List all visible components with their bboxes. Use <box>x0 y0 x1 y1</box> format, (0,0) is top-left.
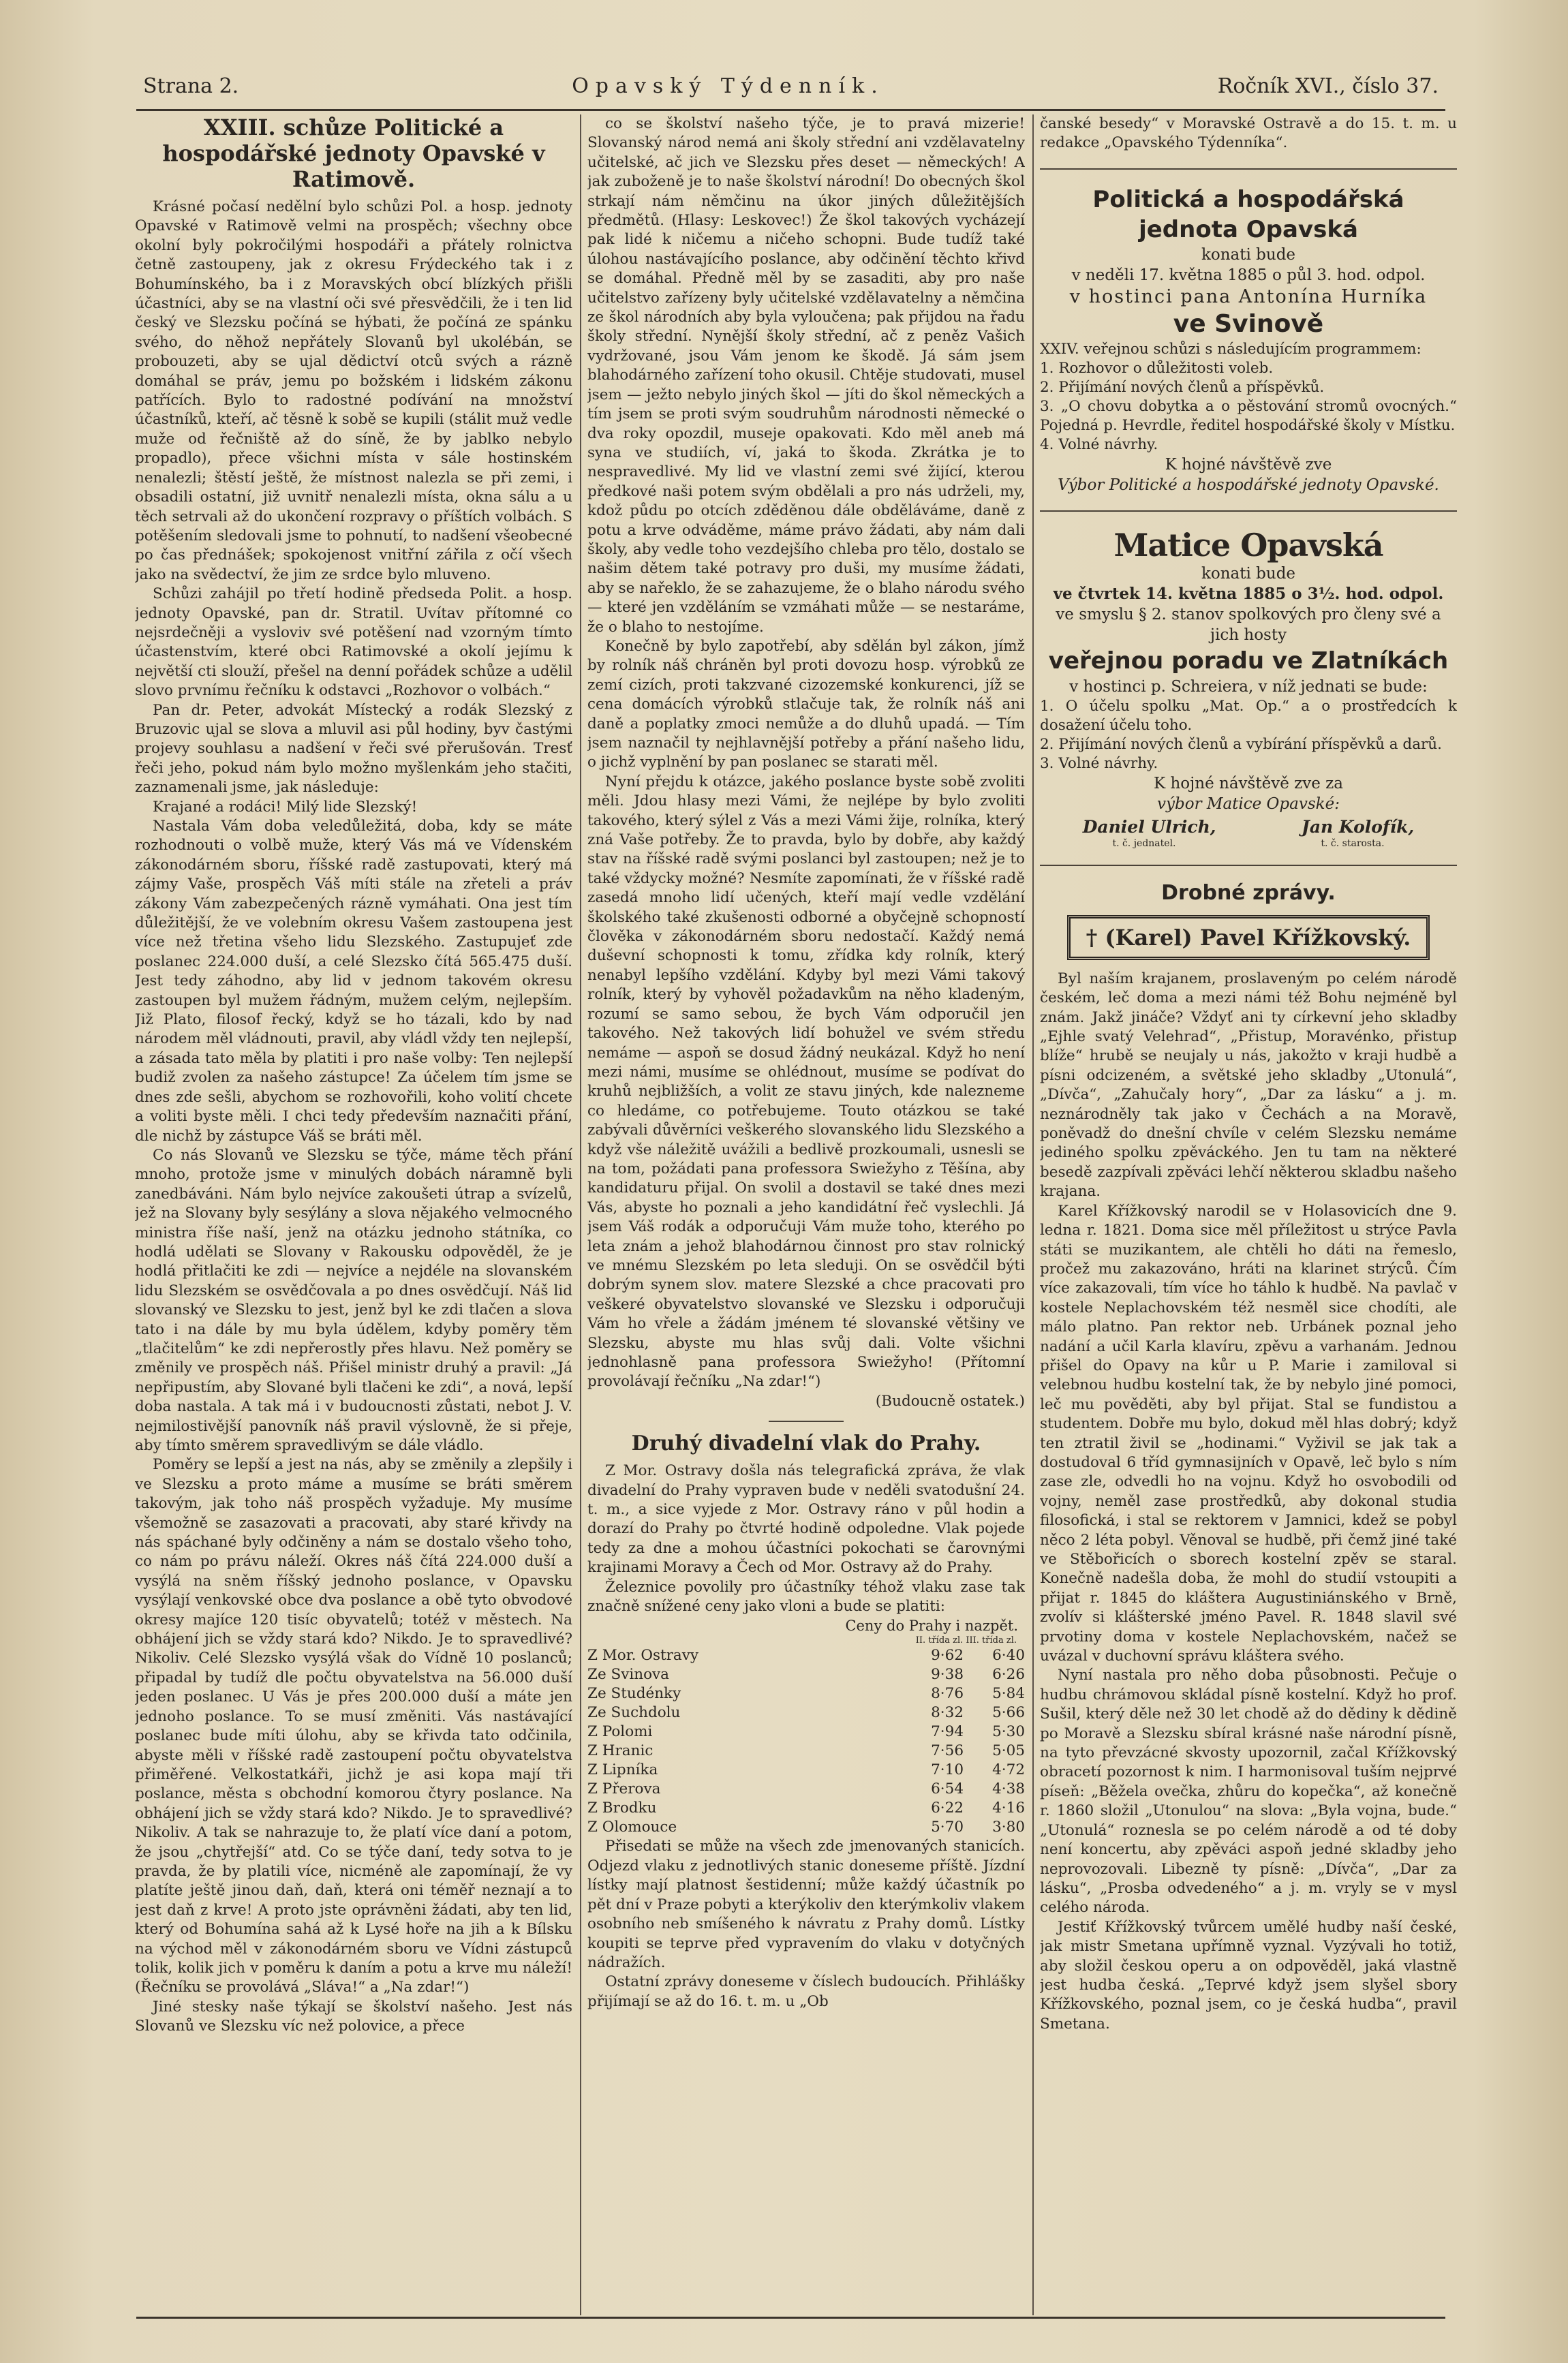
footer-rule <box>136 2317 1445 2319</box>
page-header <box>143 65 1439 106</box>
section-divider <box>1040 168 1457 170</box>
fare-table-header: Ceny do Prahy i nazpět. <box>845 1618 1018 1635</box>
table-row <box>587 1723 1025 1742</box>
article-paragraph: Jiné stesky naše týkají se školství našeho. Jest nás Slovanů ve Slezsku víc než polovice, a přece <box>135 1998 572 2035</box>
column-2 <box>587 114 1025 2308</box>
fare-second-class: 7·94 <box>931 1723 964 1741</box>
table-row <box>587 1742 1025 1761</box>
announcement-venue: v hostinci p. Schreiera, v níž jednati se bude: <box>1069 677 1428 696</box>
article-title: Druhý divadelní vlak do Prahy. <box>631 1432 981 1456</box>
article-paragraph: Karel Křížkovský narodil se v Holasovicích dne 9. ledna r. 1821. Doma sice měl příležitost u strýce Pavla státi se muzikantem, ale chtěli ho dáti na řemeslo, pročež mu zakazováno, hráti na klarinet strýců. Čím více zakazovali, tím více ho táhlo k hudbě. Na pavlač v kostele Neplachovském též nesměl sice chodíti, ale málo platno. Pan rektor neb. Urbánek poznal jeho nadání a učil Karla klavíru, zpěvu a varhanám. Jednou přišel do Opavy na kůr u P. Marie i zamiloval si velebnou hudbu kostelní tak, že by nebylo jiné pomoci, leč mu pověděti, aby byl přijat. Stal se fundistou a studentem. Dobře mu bylo, dokud měl hlas dobrý; když ten ztratil živil se „hodinami.“ Vyživil se jak tak a dostudoval 6 tříd gymnasijních v Opavě, leč bylo s ním zase zle, odvedli ho na vojnu. Když ho osvobodili od vojny, neměl zase prostředků, aby dokonal studia filosofická, i stal se rektorem v Jamnici, kdež se pobyl něco 2 léta pobyl. Věnoval se hudbě, při čemž jiné také ve Stěbořicích o sborech kostelní zpěv se staral. Konečně nadešla doba, že mohl do studií vstoupiti a přijat r. 1845 do kláštera Augustiniánského v Brně, zvolív si klášterské jméno Pavel. R. 1848 slavil své prvotiny doma v kostele Neplachovském, načež se uvázal v duchovní správu kláštera svého. <box>1040 1202 1457 1665</box>
article-paragraph: Pan dr. Peter, advokát Místecký a rodák Slezský z Bruzovic ujal se slova a mluvil asi půl hodiny, byv častými projevy souhlasu a nadšení v řeči své přerušován. Tresť řeči jeho, pokud nám bylo možno myšlenkám jeho stačiti, zaznamenali jsme, jak následuje: <box>135 701 572 797</box>
article-paragraph: Z Mor. Ostravy došla nás telegrafická zpráva, že vlak divadelní do Prahy vypraven bude v neděli svatodušní 24. t. m., a sice vyjede z Mor. Ostravy ráno v půl hodin a dorazí do Prahy po čtvrté hodině odpoledne. Vlak pojede tedy za dne a mohou účastníci pokochati se čarovnými krajinami Moravy a Čech od Mor. Ostravy až do Prahy. <box>587 1462 1025 1577</box>
fare-second-class: 6·54 <box>931 1780 964 1798</box>
continued-note: (Budoucně ostatek.) <box>875 1392 1025 1410</box>
article-paragraph: Konečně by bylo zapotřebí, aby sdělán byl zákon, jímž by rolník náš chráněn byl proti dovozu hosp. výrobků ze zemí cizích, proti takzvané cizozemské konkurenci, jíž se cena domácích výrobků stlačuje tak, že rolník náš ani daně a poplatky zmoci nemůže a do dluhů upadá. — Tím jsem naznačil ty nejhlavnější potřeby a přání našeho lidu, o jichž vyplnění by pan poslanec se starati měl. <box>587 637 1025 771</box>
section-divider <box>1040 865 1457 866</box>
article-paragraph: Nyní nastala pro něho doba působnosti. Pečuje o hudbu chrámovou skládal písně kostelní. Když ho prof. Sušil, který děle než 30 let chodě až do dědiny k dědině po Moravě a Slezsku sbíral krásné naše národní písně, na tyto převzácné skvosty upozornil, začal Křížkovský obracetí pozornost k nim. I harmonisoval tuším nejprvé píseň: „Běžela ovečka, zhůru do kopečka“, až konečně r. 1860 složil „Utonulou“ na slova: „Byla vojna, bude.“ „Utonulá“ roznesla se po celém národě a od té doby není koncertu, aby zpěváci aspoň jedné skladby jeho neprovozovali. Libezně ty písně: „Dívča“, „Dar za lásku“, „Prosba odvedeného“ a j. m. vryly se v mysl celého národa. <box>1040 1667 1457 1917</box>
article-paragraph: Krajané a rodáci! Milý lide Slezský! <box>153 798 418 816</box>
fare-station: Z Lipníka <box>587 1761 658 1779</box>
program-item: 2. Přijímání nových členů a příspěvků. <box>1040 378 1325 396</box>
announcement-line: konati bude <box>1201 564 1296 583</box>
signatory-roles <box>1040 837 1457 850</box>
issue-info: Ročník XVI., číslo 37. <box>1217 74 1439 98</box>
fare-second-class: 6·22 <box>931 1800 964 1817</box>
announcement-date: v neděli 17. května 1885 o půl 3. hod. odpol. <box>1071 266 1426 284</box>
announcement-invite: K hojné návštěvě zve za <box>1154 774 1343 792</box>
fare-station: Z Mor. Ostravy <box>587 1647 699 1665</box>
fare-third-class: 5·05 <box>992 1742 1025 1760</box>
column-divider <box>1032 114 1034 2315</box>
fare-third-class: 5·84 <box>992 1685 1025 1703</box>
table-row <box>587 1761 1025 1780</box>
announcement-date: ve čtvrtek 14. května 1885 o 3½. hod. odpol. <box>1053 584 1444 603</box>
announcement-matice <box>1040 527 1457 850</box>
announcement-venue: v hostinci pana Antonína Hurníka <box>1069 285 1428 307</box>
column-divider <box>580 114 581 2315</box>
announcement-invite: K hojné návštěvě zve <box>1165 455 1332 474</box>
program-item: 4. Volné návrhy. <box>1040 435 1158 453</box>
article-paragraph: Jestiť Křížkovský tvůrcem umělé hudby naší české, jak mistr Smetana upřímně vyznal. Vyzývali ho totiž, aby složil českou operu a on odpověděl, jaká vlastně jest hudba česká. „Teprvé když jsem slyšel sbory Křížkovského, poznal jsem, co je česká hudba“, pravil Smetana. <box>1040 1918 1457 2033</box>
article-paragraph: Nyní přejdu k otázce, jakého poslance byste sobě zvoliti měli. Jdou hlasy mezi Vámi, že nejlépe by bylo zvoliti takového, který sýlel z Vás a mezi Vámi žije, rolníka, který zná Vaše potřeby. Že to pravda, bylo by dobře, aby každý stav na říšské radě svými poslanci byl zastoupen; než je to také vždycky možné? Nesmíte zapomínati, že v říšské radě zasedá mnoho lidí učených, kteří mají vedle vzdělání školského také zkušenosti odborné a obyčejně schopností člověka v zákonodárném sboru nedostačí. Každý nemá duševní schopnosti k tomu, zřídka kdy rolník, který nenabyl lepšího vzdělání. Kdyby byl mezi Vámi takový rolník, který by vyhověl požadavkům na něho kladeným, rozumí se samo sebou, že bych Vám odporučil jen takového. Než takových lidí bohužel ve svém středu nemáme — aspoň se dosud žádný neukázal. Když ho není mezi námi, musíme se ohlédnout, musíme se podívat do kruhů nejbližších, a volit ze stavu jiných, kde nalezneme co hledáme, co potřebujeme. Touto otázkou se také zabývali důvěrníci veškerého slovanského lidu Slezského a když vše náležitě uvážili a bedlivě prozkoumali, usnesli se na tom, požádati pana professora Swiežyho z Těšína, aby kandidaturu přijal. On svolil a dostavil se také dnes mezi Vás, abyste ho poznali a jeho kandidátní řeč vyslechli. Já jsem Váš rodák a odporučuji Vám muže toho, kterého po leta znám a jehož blahodárnou činnost pro stav rolnický ve mnému Slezském po leta sleduji. On se osvědčil býti dobrým synem slov. matere Slezské a chce pracovati pro veškeré obyvatelstvo slovanské ve Slezsku i odporučuji Vám ho vřele a žádám jménem té slovanské většiny ve Slezsku, abyste mu hlas svůj dali. Volte všichni jednohlasně pana professora Swiežyho! (Přítomní provolávají řečníku „Na zdar!“) <box>587 773 1025 1391</box>
article-paragraph: Nastala Vám doba veledůležitá, doba, kdy se máte rozhodnouti o volbě muže, který Vás má ve Vídenském zákonodárném sboru, říšské radě zastupovati, který má zájmy Vaše, prospěch Váš míti stále na zřeteli a práv zákony Vám zabezpečených rázně vymáhati. Ona jest tím důležitější, že ve volebním okresu Vašem zastoupena jest více než třetina všeho lidu Slezského. Zastupujeť zde poslanec 224.000 duší, a celé Slezsko čítá 565.475 duší. Jest tedy záhodno, aby lid v jednom takovém okresu zastoupen byl mužem řádným, mužem celým, nejlepším. Již Plato, filosof řecký, když se ho tázali, kdo by nad národem měl vládnouti, pravil, aby vládl vždy ten nejlepší, a zásada tato měla by platiti i pro naše volby: Ten nejlepší budiž zvolen za našeho zástupce! Za účelem tím jsme se dnes zde sešli, abychom se rozhovořili, koho volití chcete a voliti byste měli. I chci tedy především naznačiti přání, dle nichž by zástupce Váš se bráti měl. <box>135 818 572 1145</box>
fare-station: Ze Svinova <box>587 1666 670 1684</box>
column-3 <box>1040 114 1457 2308</box>
table-row <box>587 1780 1025 1799</box>
fare-third-class: 4·16 <box>992 1800 1025 1817</box>
program-item: 3. Volné návrhy. <box>1040 754 1158 772</box>
fare-table <box>587 1646 1025 1837</box>
section-title: Drobné zprávy. <box>1161 880 1336 905</box>
announcement-place: veřejnou poradu ve Zlatníkách <box>1048 647 1449 675</box>
section-divider <box>769 1421 844 1422</box>
signatories <box>1040 817 1457 837</box>
fare-station: Z Hranic <box>587 1742 654 1760</box>
table-row <box>587 1703 1025 1723</box>
fare-second-class: 8·32 <box>931 1704 964 1722</box>
table-row <box>587 1799 1025 1818</box>
fare-second-class: 8·76 <box>931 1685 964 1703</box>
program-item: 1. O účelu spolku „Mat. Op.“ a o prostředcích k dosažení účelu toho. <box>1040 697 1457 734</box>
signatory-role: t. č. starosta. <box>1321 837 1385 849</box>
signatory-role: t. č. jednatel. <box>1112 837 1176 849</box>
fare-second-class: 5·70 <box>931 1819 964 1836</box>
program-item: 1. Rozhovor o důležitosti voleb. <box>1040 359 1274 377</box>
section-divider <box>1040 510 1457 512</box>
fare-third-class: 6·40 <box>992 1647 1025 1665</box>
obituary-heading: † (Karel) Pavel Křížkovský. <box>1067 915 1430 960</box>
article-paragraph: Ostatní zprávy doneseme v číslech budoucích. Přihlášky přijímají se až do 16. t. m. u „Ob <box>587 1973 1025 2010</box>
article-paragraph: Krásné počasí nedělní bylo schůzi Pol. a hosp. jednoty Opavské v Ratimově velmi na prospěch; všechny obce okolní byly pokročilými hospodáři a přátely rolnictva četně zastoupeny, jak z okresu Frýdeckého tak i z Bohumínského, ba i z Moravských obcí blízkých přišli účastníci, aby se na vlastní oči své přesvědčili, že i ten lid český ve Slezsku počíná se hýbati, že počíná ze spánku svého, do něhož nepřátely Slovanů byl ukolébán, se probouzeti, aby se ujal dědictví otců svých a rázně domáhal se práv, jemu po božském i lidském zákonu patřících. Bylo to radostné podívání na množství účastníků, kteří, ač těsně k sobě se kupili (stálit muž vedle muže od řečniště až do síně, že by jablko nebylo propadlo), přece všichni místa v sále hostinském nenalezli; štěstí ještě, že místnost nalezla se při zemi, i obsadili ostatní, již uvnitř nenalezli místa, okna sálu a u těch setrvali až do ukončení rozpravy o příštích volbách. S potěšením sledovali jsme to pohnutí, to nadšení všeobecné po čas přednášek; spokojenost vnitřní zářila z očí všech jako na svědectví, že jim ze srdce bylo mluveno. <box>135 198 572 583</box>
table-row <box>587 1646 1025 1665</box>
fare-second-class: 7·56 <box>931 1742 964 1760</box>
announcement-title: Matice Opavská <box>1113 526 1383 563</box>
table-row <box>587 1684 1025 1703</box>
announcement-signature: Výbor Politické a hospodářské jednoty Opavské. <box>1058 476 1439 494</box>
announcement-title: Politická a hospodářská jednota Opavská <box>1092 185 1404 243</box>
announcement-signature: výbor Matice Opavské: <box>1157 794 1340 813</box>
article-paragraph: Železnice povolily pro účastníky téhož vlaku zase tak značně snížené ceny jako vloni a bude se platiti: <box>587 1578 1025 1616</box>
announcement-place: ve Svinově <box>1173 309 1324 338</box>
fare-station: Z Přerova <box>587 1780 661 1798</box>
table-row <box>587 1818 1025 1837</box>
article-paragraph: Poměry se lepší a jest na nás, aby se změnily a zlepšily i ve Slezsku a proto máme a musíme se bráti směrem takovým, jak toho náš prospěch vyžaduje. My musíme všemožně se zasazovati a pracovati, aby staré křivdy na nás spáchané byly odčiněny a nám se dostalo všeho toho, co nám po právu náleží. Okres náš čítá 224.000 duší a vysýlá na sněm říšský jednoho poslance, v Opavsku vysýlají venkovské obce dva poslance a obě tyto obvodové okresy majíce 120 tisíc obyvatelů; totéž v městech. Na obhájení jich se vždy stará kdo? Nikdo. Je to spravedlivé? Nikoliv. Celé Slezsko vysýlá však do Vídně 10 poslanců; připadal by tudíž dle počtu obyvatelstva na 56.000 duší jeden poslanec. U Vás je přes 200.000 duší a máte jen jednoho poslance. To se musí změniti. Vás nastávající poslanec bude míti úlohu, aby se křivda tato odčinila, abyste měli v říšské radě zastoupení počtu obyvatelstva přiměřené. Velkostatkáři, jichž je asi kopa mají tři poslance, města s obchodní komorou čtyry poslance. Na obhájení jich se vždy stará kdo? Nikdo. Je to spravedlivé? Nikoliv. A tak se nahrazuje to, že platí více daní a potom, že jsou „chytřejší“ atd. Co se týče daní, tedy sotva to je pravda, že by platili více, nicméně ale zapomínají, že vy platíte ještě jinou daň, daň, která oni téměř neznají a to jest daň z krve! A proto jste oprávněni žádati, aby ten lid, který od Bohumína sahá až k Lysé hoře na jih a k Bílsku na východ měl v zákonodárném sboru ve Vídni zástupců tolik, kolik jich v poměru k daním a potu a krve mu náleží! (Řečníku se provolává „Sláva!“ a „Na zdar!“) <box>135 1456 572 1996</box>
article-paragraph: Co nás Slovanů ve Slezsku se týče, máme těch přání mnoho, protože jsme v minulých dobách náramně byli zanedbáváni. Nám bylo nejvíce zakoušeti útrap a svízelů, jež na Slovany byly sesýlány a slova nějakého velmocného ministra říše naší, jenž na otázku jednoho státníka, co hodlá udělati se Slovany v Rakousku odpověděl, že je hodlá přitlačiti ke zdi — nejvíce a nejdéle na slovanském lidu Slezském se osvědčovala a po dnes osvědčují. Náš lid slovanský ve Slezsku to jest, jenž byl ke zdi tlačen a slova tato i na dále by mu byla údělem, kdyby poměry těm „tlačitelům“ ke zdi nepřerostly přes hlavu. Než poměry se změnily ve prospěch náš. Přišel ministr druhý a pravil: „Já nepřipustím, aby Slované byli tlačeni ke zdi“, a nová, lepší doba nastala. A tak má i v budoucnosti zůstati, nebot J. V. nejmilostivější panovník náš pravil výslovně, že si přeje, aby tímto směrem spravedlivým se dále vládlo. <box>135 1146 572 1454</box>
signatory-name: Daniel Ulrich, <box>1082 816 1216 837</box>
masthead-title: Opavský Týdenník. <box>572 74 885 98</box>
page-number: Strana 2. <box>143 74 239 98</box>
fare-table-subheader: II. třída zl. III. třída zl. <box>915 1635 1017 1646</box>
table-row <box>587 1665 1025 1684</box>
column-1 <box>135 114 572 2308</box>
header-rule <box>136 109 1445 111</box>
fare-station: Z Olomouce <box>587 1819 677 1836</box>
announcement-line: XXIV. veřejnou schůzi s následujícím programmem: <box>1040 340 1421 358</box>
article-paragraph: Byl naším krajanem, proslaveným po celém národě českém, leč doma a mezi námi též Bohu nejméně byl znám. Jakž jináče? Vždyť ani ty církevní jeho skladby „Ejhle svatý Velehrad“, „Přistup, Moravénko, přistup blíže“ hrubě se neujaly u nás, jakožto v kraji hudbě a písni odcizeném, a světské jeho skladby „Utonulá“, „Dívča“, „Zahučaly hory“, „Dar za lásku“ a j. m. neznárodněly tak jako v Čechách a na Moravě, poněvadž do dnešní chvíle v celém Slezsku nemáme jediného spolku zpěváckého. Jen tu tam na některé besedě zazpívali zpěváci lehčí některou skladbu našeho krajana. <box>1040 970 1457 1201</box>
fare-station: Ze Suchdolu <box>587 1704 681 1722</box>
fare-second-class: 9·38 <box>931 1666 964 1684</box>
fare-station: Ze Studénky <box>587 1685 681 1703</box>
fare-third-class: 6·26 <box>992 1666 1025 1684</box>
article-title: XXIII. schůze Politické a hospodářské jednoty Opavské v Ratimově. <box>162 114 545 192</box>
program-item: 2. Přijímání nových členů a vybírání příspěvků a darů. <box>1040 735 1442 753</box>
fare-third-class: 4·38 <box>992 1780 1025 1798</box>
fare-third-class: 5·66 <box>992 1704 1025 1722</box>
fare-station: Z Polomi <box>587 1723 653 1741</box>
fare-third-class: 3·80 <box>992 1819 1025 1836</box>
fare-third-class: 5·30 <box>992 1723 1025 1741</box>
article-paragraph: co se školství našeho týče, je to pravá mizerie! Slovanský národ nemá ani školy střední ani vzdělavatelny učitelské, ač jich ve Slezsku přes deset — německých! A jak zuboženě je to naše školství národní! Do obecných škol strkají nám němčinu na úkor jiných důležitějších předmětů. (Hlasy: Leskovec!) Že škol takových vycházejí pak lidé k ničemu a ničeho schopni. Bude tudíž také úlohou nastávajícího poslance, aby odčinění těchto křivd se domáhal. Předně měl by se zasaditi, aby pro naše učitelstvo zařízeny byly učitelské vzdělavatelny a němčina ze škol národních aby byla vyloučena; pak přijdou na řadu školy střední. Nynější školy střední, ač z peněz Vašich vydržované, jsou Vám jenom ke škodě. Já sám jsem blahodárného zařízení toho okusil. Chtěje studovati, musel jsem — ježto nebylo jiných škol — jíti do škol německých a tím jsem se proti svým soudruhům národnosti německé o dva roky opozdil, museje opakovati. Kdo měl aneb má syna ve studiích, ví, jaká to škoda. Zkrátka je to nespravedlivé. My lid ve vlastní zemi své žijící, kterou předkové naši potem svým obdělali a pro nás udrželi, my, kdož půdu po otcích zděděnou dále obděláváme, daně z potu a krve odváděme, máme právo žádati, aby nám dali školy, aby vedle toho vezdejšího chleba pro tělo, dostalo se našim dětem také potravy pro duši, my musíme žádati, aby se nařeklo, že se zahazujeme, že o blaho národu svého — které jen vzděláním se vzmáhati může — se nestaráme, že o blaho to nestojíme. <box>587 115 1025 636</box>
article-continuation: čanské besedy“ v Moravské Ostravě a do 15. t. m. u redakce „Opavského Týdenníka“. <box>1040 115 1457 152</box>
announcement-line: ve smyslu § 2. stanov spolkových pro členy své a jich hosty <box>1056 605 1441 644</box>
fare-third-class: 4·72 <box>992 1761 1025 1779</box>
article-paragraph: Schůzi zahájil po třetí hodině předseda Polit. a hosp. jednoty Opavské, pan dr. Stratil. Uvítav přítomné co nejsrdečněji a vysloviv své potěšení nad vzorným tímto účastenstvím, které obci Ratimovské a okolí jejímu k největší cti slouží, přešel na denní pořádek schůze a udělil slovo prvnímu řečníku k odstavci „Rozhovor o volbách.“ <box>135 585 572 700</box>
fare-second-class: 7·10 <box>931 1761 964 1779</box>
announcement-political-union <box>1040 185 1457 495</box>
article-paragraph: Přisedati se může na všech zde jmenovaných stanicích. Odjezd vlaku z jednotlivých stanic doneseme příště. Jízdní lístky mají platnost šestidenní; může každý účastník po pět dní v Praze pobyti a kterýkoliv den kterýmkoliv vlakem osobního neb smíšeného k návratu z Prahy domů. Lístky koupiti se teprve před vypravením do vlaku v dotyčných nádražích. <box>587 1838 1025 1971</box>
signatory-name: Jan Kolofík, <box>1302 816 1415 837</box>
fare-station: Z Brodku <box>587 1800 657 1817</box>
fare-second-class: 9·62 <box>931 1647 964 1665</box>
program-item: 3. „O chovu dobytka a o pěstování stromů ovocných.“ Pojedná p. Hevrdle, ředitel hospodářské školy v Místku. <box>1040 397 1457 434</box>
announcement-line: konati bude <box>1201 245 1296 264</box>
